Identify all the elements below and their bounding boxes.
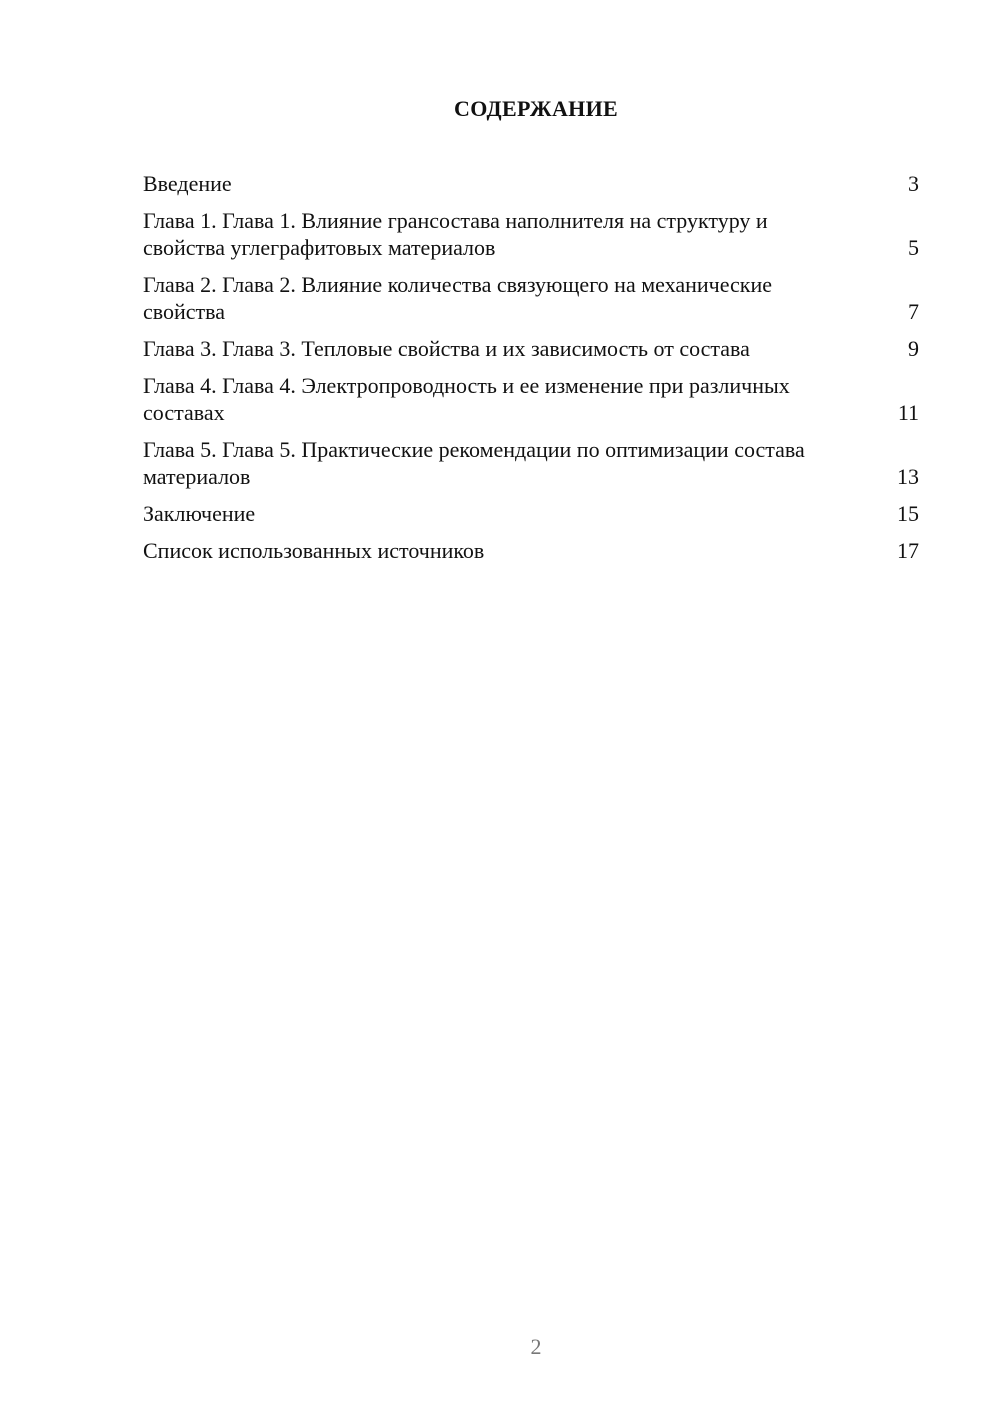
toc-entry-chapter-4[interactable] bbox=[143, 372, 919, 426]
toc-entry-page: 11 bbox=[897, 400, 919, 425]
toc-entry-conclusion[interactable] bbox=[143, 500, 919, 527]
toc-entry-chapter-3[interactable] bbox=[143, 335, 919, 362]
toc-entry-chapter-1[interactable] bbox=[143, 207, 919, 261]
toc-entry-page: 9 bbox=[908, 336, 919, 361]
page-number: 2 bbox=[530, 1334, 542, 1359]
toc-entry-chapter-2[interactable] bbox=[143, 271, 919, 325]
toc-entry-references[interactable] bbox=[143, 537, 919, 564]
toc-entry-page: 7 bbox=[908, 299, 919, 324]
toc-entry-title: Список использованных источников bbox=[143, 538, 485, 563]
toc-entry-introduction[interactable] bbox=[143, 170, 919, 197]
table-of-contents bbox=[143, 170, 919, 574]
toc-entry-page: 15 bbox=[897, 501, 919, 526]
toc-entry-title: Введение bbox=[143, 171, 232, 196]
page-title: СОДЕРЖАНИЕ bbox=[454, 96, 618, 121]
toc-entry-page: 3 bbox=[908, 171, 919, 196]
toc-entry-title: Глава 2. Глава 2. Влияние количества связующего на механические свойства bbox=[143, 272, 772, 324]
toc-entry-title: Глава 3. Глава 3. Тепловые свойства и их зависимость от состава bbox=[143, 336, 750, 361]
toc-entry-title: Глава 4. Глава 4. Электропроводность и ее изменение при различных составах bbox=[143, 373, 790, 425]
toc-entry-title: Глава 5. Глава 5. Практические рекомендации по оптимизации состава материалов bbox=[143, 437, 805, 489]
toc-entry-page: 13 bbox=[897, 464, 919, 489]
toc-entry-page: 17 bbox=[897, 538, 919, 563]
toc-entry-page: 5 bbox=[908, 235, 919, 260]
toc-entry-chapter-5[interactable] bbox=[143, 436, 919, 490]
toc-entry-title: Глава 1. Глава 1. Влияние грансостава наполнителя на структуру и свойства углеграфитовых материалов bbox=[143, 208, 768, 260]
toc-entry-title: Заключение bbox=[143, 501, 256, 526]
